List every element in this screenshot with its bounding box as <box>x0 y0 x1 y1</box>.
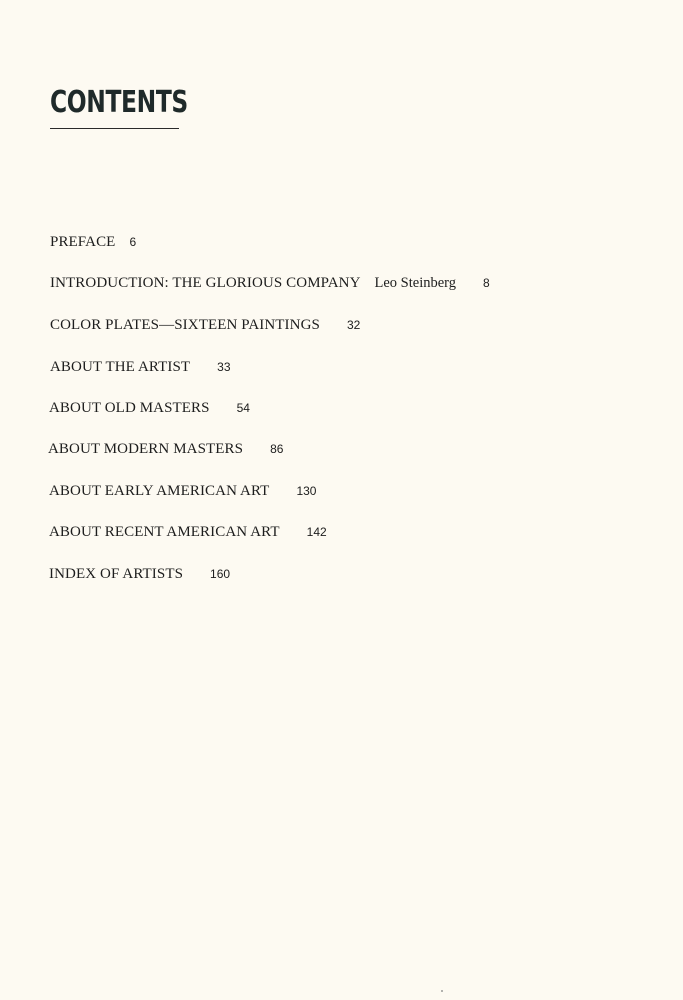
heading-underline <box>50 128 179 129</box>
toc-entry-author: Leo Steinberg <box>374 275 456 291</box>
toc-entry-page: 54 <box>236 401 250 415</box>
contents-heading: CONTENTS <box>50 85 188 120</box>
toc-entry-label: COLOR PLATES—SIXTEEN PAINTINGS <box>50 317 320 333</box>
toc-entry-label: INTRODUCTION: THE GLORIOUS COMPANY <box>50 275 361 291</box>
toc-entry-label: ABOUT THE ARTIST <box>50 359 191 375</box>
paper-speck <box>441 990 443 992</box>
toc-entry-about-early-american-art <box>49 482 316 500</box>
toc-entry-color-plates <box>50 316 360 334</box>
toc-entry-about-old-masters <box>49 399 250 417</box>
toc-entry-page: 142 <box>306 525 327 539</box>
toc-entry-page: 32 <box>346 318 361 332</box>
toc-entry-page: 130 <box>296 484 317 498</box>
toc-entry-index-of-artists <box>49 565 230 583</box>
toc-entry-label: PREFACE <box>50 234 116 250</box>
toc-entry-label: ABOUT RECENT AMERICAN ART <box>49 524 280 540</box>
toc-entry-page: 8 <box>482 276 490 290</box>
toc-entry-label: ABOUT OLD MASTERS <box>49 400 210 416</box>
toc-entry-page: 160 <box>210 567 231 581</box>
toc-entry-preface <box>50 233 136 251</box>
toc-entry-about-recent-american-art <box>49 523 327 541</box>
toc-entry-about-modern-masters <box>48 440 283 458</box>
toc-entry-page: 86 <box>270 442 284 456</box>
toc-entry-about-the-artist <box>50 358 231 376</box>
toc-entry-page: 6 <box>129 235 137 249</box>
toc-entry-introduction <box>50 274 490 292</box>
toc-entry-label: ABOUT MODERN MASTERS <box>48 441 244 457</box>
toc-entry-label: INDEX OF ARTISTS <box>49 566 184 582</box>
toc-entry-page: 33 <box>217 360 231 374</box>
toc-entry-label: ABOUT EARLY AMERICAN ART <box>49 483 270 499</box>
